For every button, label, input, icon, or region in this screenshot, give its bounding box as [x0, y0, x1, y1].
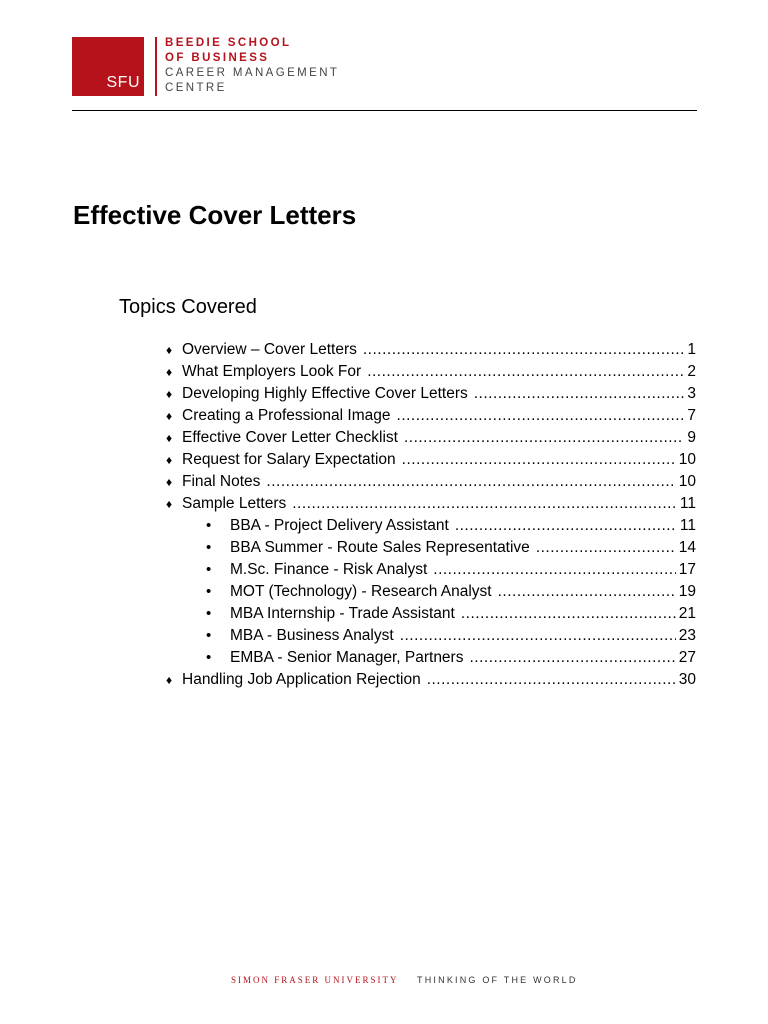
bullet-dot-icon: • [206, 649, 212, 666]
toc-page-number: 3 [687, 385, 696, 402]
school-branding [165, 36, 339, 96]
centre-name-line2: CENTRE [165, 82, 227, 94]
section-heading: Topics Covered [119, 296, 257, 318]
toc-leader-dots [400, 625, 676, 647]
toc-leader-dots [461, 603, 676, 625]
bullet-diamond-icon: ♦ [166, 673, 173, 687]
toc-page-number: 30 [678, 671, 696, 688]
toc-leader-dots [455, 515, 677, 537]
document-title: Effective Cover Letters [73, 200, 357, 230]
toc-subitem [166, 581, 696, 603]
toc-item [166, 339, 696, 361]
sfu-logo [72, 37, 144, 96]
toc-leader-dots [474, 383, 685, 405]
toc-leader-dots [433, 559, 675, 581]
toc-label: Overview – Cover Letters [182, 341, 357, 358]
logo-text: SFU [106, 74, 140, 91]
school-name-line1: BEEDIE SCHOOL [165, 37, 292, 49]
bullet-dot-icon: • [206, 539, 212, 556]
toc-page-number: 21 [678, 605, 696, 622]
toc-page-number: 11 [679, 517, 696, 534]
toc-page-number: 14 [678, 539, 696, 556]
toc-subitem [166, 537, 696, 559]
toc-item [166, 383, 696, 405]
toc-page-number: 2 [687, 363, 696, 380]
toc-page-number: 9 [687, 429, 696, 446]
toc-leader-dots [469, 647, 675, 669]
bullet-diamond-icon: ♦ [166, 365, 173, 379]
bullet-dot-icon: • [206, 627, 212, 644]
footer-university: SIMON FRASER UNIVERSITY [231, 975, 399, 985]
bullet-diamond-icon: ♦ [166, 387, 173, 401]
toc-page-number: 17 [678, 561, 696, 578]
toc-item [166, 493, 696, 515]
bullet-diamond-icon: ♦ [166, 453, 173, 467]
footer-tagline: THINKING OF THE WORLD [417, 975, 578, 985]
toc-label: Handling Job Application Rejection [182, 671, 421, 688]
table-of-contents [166, 339, 696, 691]
logo-divider [155, 37, 157, 96]
toc-leader-dots [402, 449, 676, 471]
toc-item [166, 449, 696, 471]
toc-label: M.Sc. Finance - Risk Analyst [230, 561, 428, 578]
bullet-diamond-icon: ♦ [166, 431, 173, 445]
toc-label: EMBA - Senior Manager, Partners [230, 649, 464, 666]
toc-leader-dots [266, 471, 675, 493]
toc-label: MBA Internship - Trade Assistant [230, 605, 455, 622]
toc-item [166, 427, 696, 449]
toc-label: Developing Highly Effective Cover Letters [182, 385, 468, 402]
toc-label: Creating a Professional Image [182, 407, 391, 424]
toc-page-number: 11 [679, 495, 696, 512]
footer [231, 975, 578, 985]
toc-item [166, 471, 696, 493]
toc-subitem [166, 559, 696, 581]
toc-subitem [166, 647, 696, 669]
toc-page-number: 23 [678, 627, 696, 644]
bullet-dot-icon: • [206, 561, 212, 578]
toc-page-number: 7 [687, 407, 696, 424]
toc-page-number: 19 [678, 583, 696, 600]
bullet-dot-icon: • [206, 517, 212, 534]
school-name-line2: OF BUSINESS [165, 52, 270, 64]
toc-page-number: 10 [678, 451, 696, 468]
bullet-diamond-icon: ♦ [166, 343, 173, 357]
toc-leader-dots [498, 581, 676, 603]
bullet-diamond-icon: ♦ [166, 497, 173, 511]
toc-label: Final Notes [182, 473, 261, 490]
toc-leader-dots [404, 427, 684, 449]
toc-item [166, 361, 696, 383]
toc-leader-dots [363, 339, 685, 361]
toc-label: BBA Summer - Route Sales Representative [230, 539, 530, 556]
toc-label: Effective Cover Letter Checklist [182, 429, 398, 446]
toc-subitem [166, 625, 696, 647]
toc-leader-dots [536, 537, 676, 559]
centre-name-line1: CAREER MANAGEMENT [165, 67, 340, 79]
toc-page-number: 1 [687, 341, 696, 358]
toc-label: BBA - Project Delivery Assistant [230, 517, 449, 534]
bullet-dot-icon: • [206, 583, 212, 600]
toc-leader-dots [292, 493, 677, 515]
toc-page-number: 10 [678, 473, 696, 490]
bullet-diamond-icon: ♦ [166, 475, 173, 489]
toc-subitem [166, 515, 696, 537]
toc-label: MOT (Technology) - Research Analyst [230, 583, 492, 600]
toc-item [166, 405, 696, 427]
header-divider [72, 110, 697, 111]
toc-label: Sample Letters [182, 495, 287, 512]
toc-label: MBA - Business Analyst [230, 627, 394, 644]
toc-label: What Employers Look For [182, 363, 362, 380]
toc-leader-dots [397, 405, 685, 427]
toc-page-number: 27 [678, 649, 696, 666]
bullet-dot-icon: • [206, 605, 212, 622]
toc-subitem [166, 603, 696, 625]
toc-label: Request for Salary Expectation [182, 451, 396, 468]
toc-leader-dots [367, 361, 684, 383]
toc-item [166, 669, 696, 691]
bullet-diamond-icon: ♦ [166, 409, 173, 423]
toc-leader-dots [427, 669, 676, 691]
